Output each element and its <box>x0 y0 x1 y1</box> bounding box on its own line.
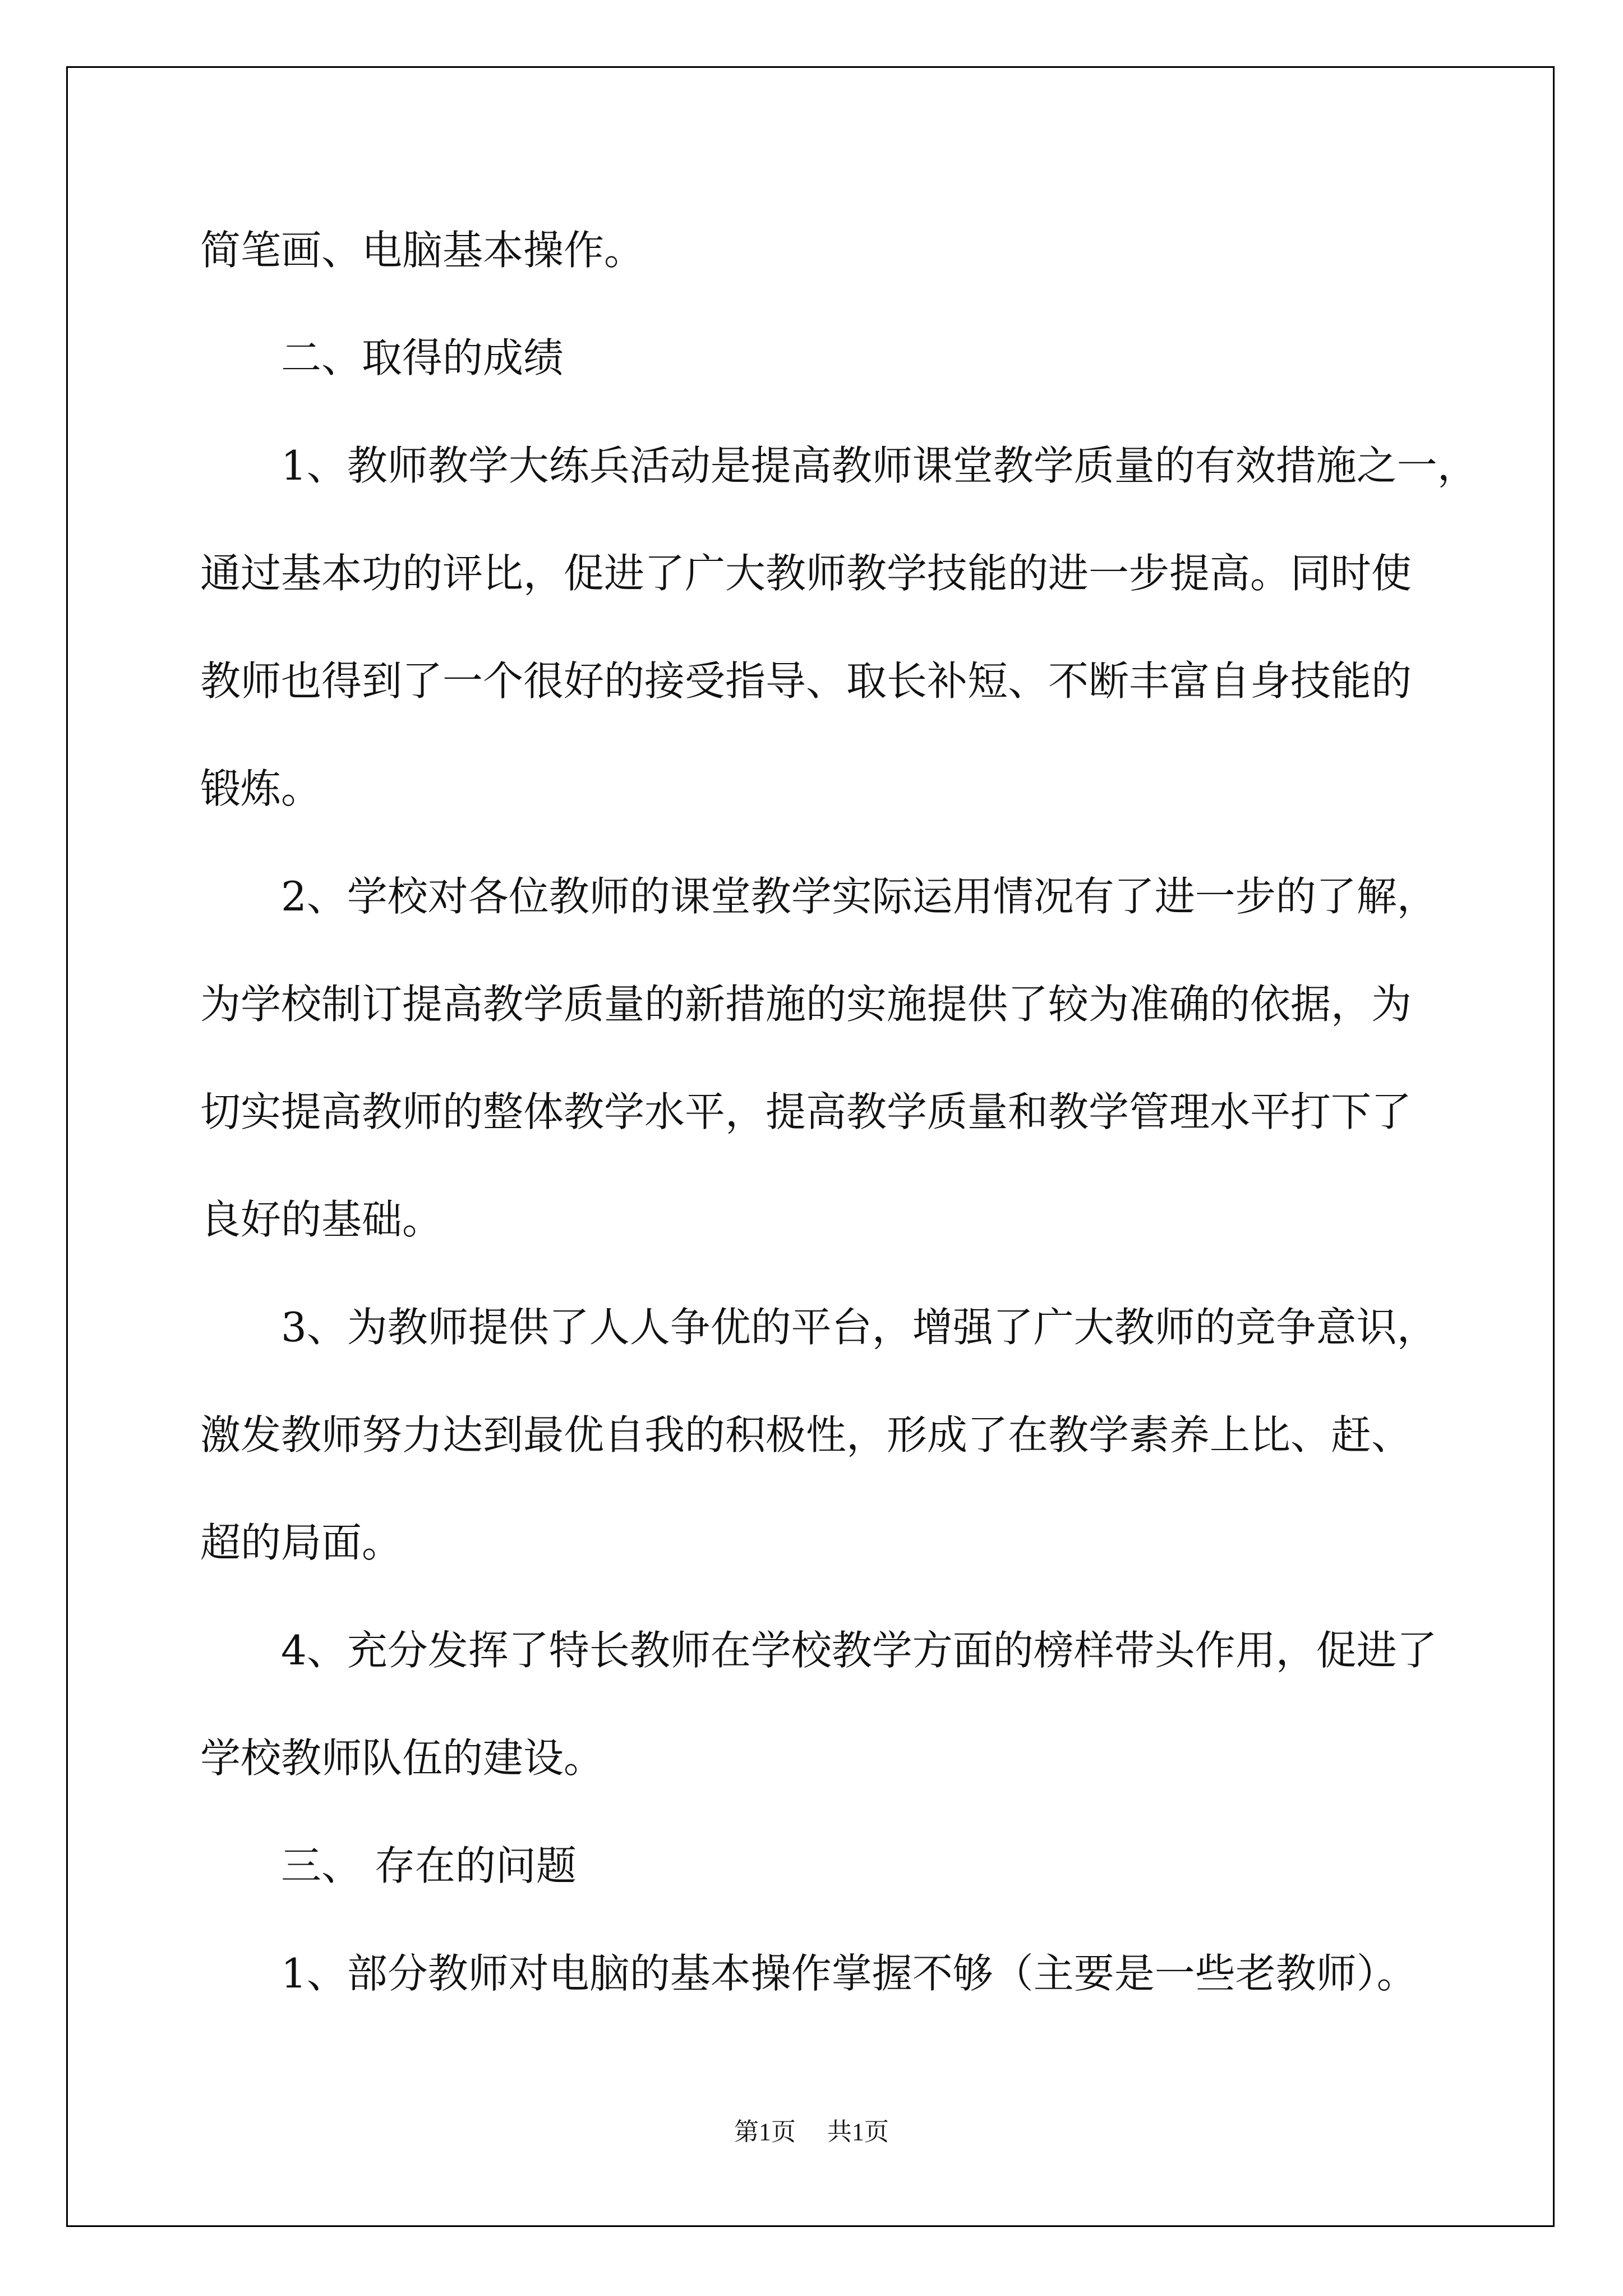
text-line: 通过基本功的评比，促进了广大教师教学技能的进一步提高。同时使 <box>200 550 1412 597</box>
section-heading: 二、取得的成绩 <box>281 334 564 381</box>
text-line: 3、为教师提供了人人争优的平台，增强了广大教师的竞争意识， <box>281 1304 1437 1351</box>
page-total: 共1页 <box>827 2118 889 2146</box>
page-number: 第1页 <box>734 2118 796 2146</box>
document-body <box>200 196 1478 2027</box>
text-line: 切实提高教师的整体教学水平，提高教学质量和教学管理水平打下了 <box>200 1088 1412 1135</box>
text-line: 激发教师努力达到最优自我的积极性，形成了在教学素养上比、赶、 <box>200 1411 1412 1458</box>
text-line: 锻炼。 <box>200 765 322 812</box>
text-line: 1、教师教学大练兵活动是提高教师课堂教学质量的有效措施之一， <box>281 442 1478 489</box>
section-heading: 三、 存在的问题 <box>281 1842 577 1889</box>
text-line: 学校教师队伍的建设。 <box>200 1734 605 1782</box>
page-footer <box>0 2111 1623 2147</box>
text-line: 为学校制订提高教学质量的新措施的实施提供了较为准确的依据，为 <box>200 981 1412 1028</box>
text-line: 简笔画、电脑基本操作。 <box>200 227 645 274</box>
text-line: 2、学校对各位教师的课堂教学实际运用情况有了进一步的了解， <box>281 873 1437 920</box>
text-line: 超的局面。 <box>200 1519 403 1566</box>
text-line: 教师也得到了一个很好的接受指导、取长补短、不断丰富自身技能的 <box>200 657 1412 705</box>
text-line: 1、部分教师对电脑的基本操作掌握不够（主要是一些老教师）。 <box>281 1950 1417 1997</box>
text-line: 良好的基础。 <box>200 1196 443 1243</box>
text-line: 4、充分发挥了特长教师在学校教学方面的榜样带头作用，促进了 <box>281 1627 1437 1674</box>
